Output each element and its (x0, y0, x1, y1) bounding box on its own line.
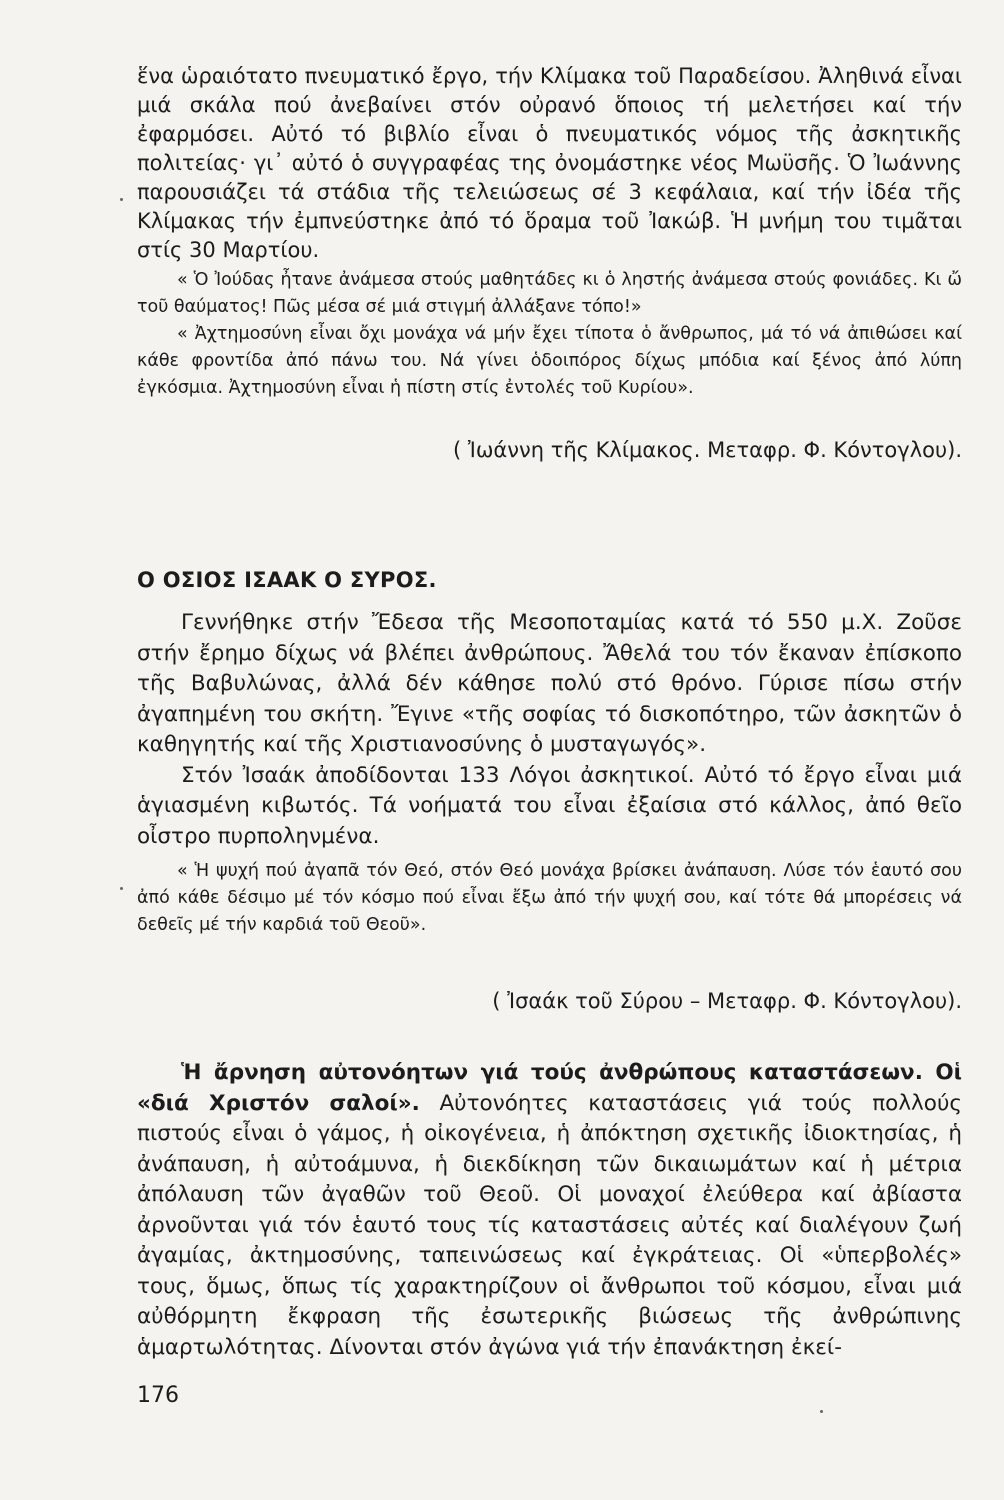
denial-text: Αὐτονόητες καταστάσεις γιά τούς πολλούς πιστούς εἶναι ὁ γάμος, ἡ οἰκογένεια, ἡ ἀπόκτηση σχετικῆς ἰδιοκτησίας, ἡ ἀνάπαυση, ἡ αὐτοάμυνα, ἡ διεκδίκηση τῶν δικαιωμάτων καί ἡ μέτρια ἀπόλαυση τῶν ἀγαθῶν τοῦ Θεοῦ. Οἱ μοναχοί ἐλεύθερα καί ἀβίαστα ἀρνοῦνται γιά τόν ἑαυτό τους τίς καταστάσεις αὐτές καί διαλέγουν ζωή ἀγαμίας, ἀκτημοσύνης, ταπεινώσεως καί ἐγκράτειας. Οἱ «ὑπερβολές» τους, ὅμως, ὅπως τίς χαρακτηρίζουν οἱ ἄνθρωποι τοῦ κόσμου, εἶναι μιά αὐθόρμητη ἔκφραση τῆς ἐσωτερικῆς βιώσεως τῆς ἀνθρώπινης ἁμαρτωλότητας. Δίνονται στόν ἀγώνα γιά τήν ἐπανάκτηση ἐκεί- (137, 1090, 962, 1360)
isaac-section (137, 608, 962, 939)
scan-speck (820, 1410, 823, 1413)
isaac-paragraph-2: Στόν Ἰσαάκ ἀποδίδονται 133 Λόγοι ἀσκητικοί. Αὐτό τό ἔργο εἶναι μιά ἁγιασμένη κιβωτός. Τά νοήματά του εἶναι ἐξαίσια στό κάλλος, ἀπό θεῖο οἶστρο πυρποληνμένα. (137, 762, 962, 849)
attribution-klimakos: ( Ἰωάννη τῆς Κλίμακος. Μεταφρ. Φ. Κόντογλου). (452, 438, 962, 462)
quote-judas: « Ὁ Ἰούδας ἦτανε ἀνάμεσα στούς μαθητάδες κι ὁ ληστής ἀνάμεσα στούς φονιάδες. Κι ὤ τοῦ θαύματος! Πῶς μέσα σέ μιά στιγμή ἀλλάξανε τόπο!» (137, 270, 962, 317)
intro-section (137, 62, 962, 402)
scan-speck (120, 887, 123, 890)
scan-speck (120, 198, 123, 201)
denial-bold-lead: Ἡ ἄρνηση αὐτονόητων γιά τούς ἀνθρώπους καταστάσεων. Οἱ «διά Χριστόν σαλοί». (137, 1060, 962, 1116)
section-heading-isaac: Ο ΟΣΙΟΣ ΙΣΑΑΚ Ο ΣΥΡΟΣ. (137, 568, 437, 592)
intro-paragraph: ἕνα ὡραιότατο πνευματικό ἔργο, τήν Κλίμακα τοῦ Παραδείσου. Ἀληθινά εἶναι μιά σκάλα πού ἀνεβαίνει στόν οὐρανό ὅποιος τή μελετήσει καί τήν ἐφαρμόσει. Αὐτό τό βιβλίο εἶναι ὁ πνευματικός νόμος τῆς ἀσκητικῆς πολιτείας· γι᾽ αὐτό ὁ συγγραφέας της ὀνομάστηκε νέος Μωϋσῆς. Ὁ Ἰωάννης παρουσιάζει τά στάδια τῆς τελειώσεως σέ 3 κεφάλαια, καί τήν ἰδέα τῆς Κλίμακας τήν ἐμπνεύστηκε ἀπό τό ὅραμα τοῦ Ἰακώβ. Ἡ μνήμη του τιμᾶται στίς 30 Μαρτίου. (137, 64, 962, 262)
isaac-paragraph-1: Γεννήθηκε στήν Ἔδεσα τῆς Μεσοποταμίας κατά τό 550 μ.Χ. Ζοῦσε στήν ἔρημο δίχως νά βλέπει ἀνθρώπους. Ἄθελά του τόν ἔκαναν ἐπίσκοπο τῆς Βαβυλώνας, ἀλλά δέν κάθησε πολύ στό θρόνο. Γύρισε πίσω στήν ἀγαπημένη του σκήτη. Ἔγινε «τῆς σοφίας τό δισκοπότηρο, τῶν ἀσκητῶν ὁ καθηγητής καί τῆς Χριστιανοσύνης ὁ μυσταγωγός». (137, 610, 962, 757)
denial-section (137, 1058, 962, 1363)
quote-poverty: « Ἀχτημοσύνη εἶναι ὄχι μονάχα νά μήν ἔχει τίποτα ὁ ἄνθρωπος, μά τό νά ἀπιθώσει καί κάθε φροντίδα ἀπό πάνω του. Νά γίνει ὁδοιπόρος δίχως μπόδια καί ξένος ἀπό λύπη ἐγκόσμια. Ἀχτημοσύνη εἶναι ἡ πίστη στίς ἐντολές τοῦ Κυρίου». (137, 324, 962, 398)
quote-isaac: « Ἡ ψυχή πού ἀγαπᾶ τόν Θεό, στόν Θεό μονάχα βρίσκει ἀνάπαυση. Λύσε τόν ἑαυτό σου ἀπό κάθε δέσιμο μέ τόν κόσμο πού εἶναι ἔξω ἀπό τήν ψυχή σου, καί τότε θά μπορέσεις νά δεθεῖς μέ τήν καρδιά τοῦ Θεοῦ». (137, 861, 962, 935)
page-number: 176 (137, 1383, 179, 1408)
denial-paragraph (137, 1058, 962, 1363)
attribution-isaac: ( Ἰσαάκ τοῦ Σύρου – Μεταφρ. Φ. Κόντογλου). (492, 989, 962, 1013)
